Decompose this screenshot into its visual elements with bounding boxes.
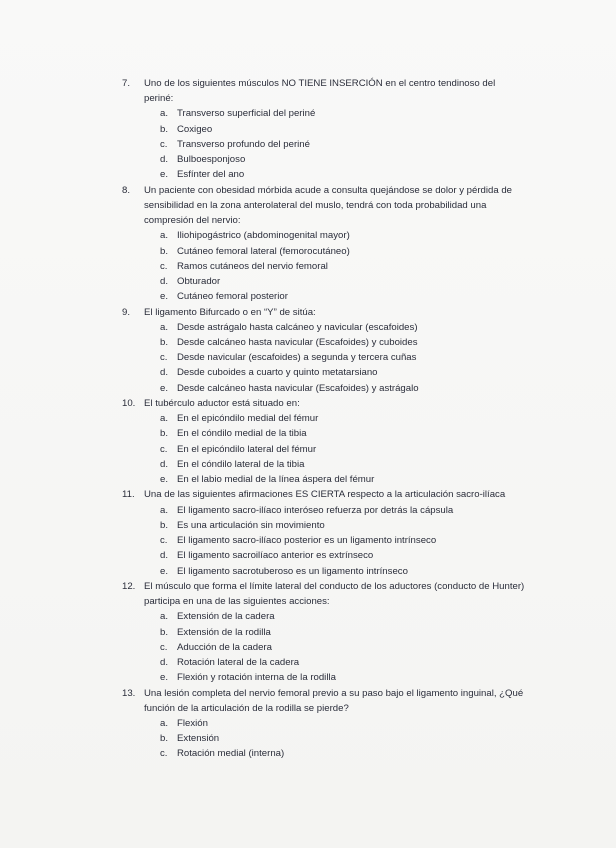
answer-option bbox=[122, 350, 527, 365]
option-letter: c. bbox=[160, 641, 168, 653]
option-text: En el epicóndilo lateral del fémur bbox=[177, 443, 317, 455]
option-letter: b. bbox=[160, 123, 169, 135]
question-number: 9. bbox=[122, 306, 131, 318]
answer-option bbox=[122, 152, 527, 167]
question-number: 11. bbox=[122, 489, 135, 501]
option-letter: c. bbox=[160, 138, 168, 150]
question-item bbox=[122, 686, 527, 762]
option-text: Desde astrágalo hasta calcáneo y navicular (escafoides) bbox=[177, 321, 418, 333]
option-text: El ligamento sacroilíaco anterior es extrínseco bbox=[177, 550, 374, 562]
option-text: En el cóndilo medial de la tibia bbox=[177, 428, 307, 440]
answer-option bbox=[122, 442, 527, 457]
question-text: El músculo que forma el límite lateral del conducto de los aductores (conducto de Hunter) participa en una de las siguientes acciones: bbox=[144, 580, 525, 608]
option-letter: b. bbox=[160, 336, 169, 348]
option-text: Ramos cutáneos del nervio femoral bbox=[177, 260, 328, 272]
answer-option bbox=[122, 655, 527, 670]
option-letter: a. bbox=[160, 611, 169, 623]
question-text: El ligamento Bifurcado o en “Y” de sitúa: bbox=[144, 306, 316, 318]
question-stem bbox=[122, 396, 527, 411]
option-text: Extensión bbox=[177, 733, 220, 745]
question-stem bbox=[122, 686, 527, 716]
answer-option bbox=[122, 228, 527, 243]
question-number: 7. bbox=[122, 78, 131, 89]
option-letter: a. bbox=[160, 321, 169, 333]
option-text: El ligamento sacro-ilíaco posterior es un ligamento intrínseco bbox=[177, 535, 437, 547]
answer-options bbox=[122, 228, 527, 304]
option-text: Rotación lateral de la cadera bbox=[177, 657, 300, 669]
answer-option bbox=[122, 518, 527, 533]
question-text: El tubérculo aductor está situado en: bbox=[144, 397, 300, 409]
answer-option bbox=[122, 289, 527, 304]
exam-question-list bbox=[122, 76, 527, 762]
answer-option bbox=[122, 106, 527, 121]
option-letter: b. bbox=[160, 519, 169, 531]
answer-option bbox=[122, 122, 527, 137]
answer-option bbox=[122, 670, 527, 685]
option-text: Es una articulación sin movimiento bbox=[177, 519, 325, 531]
question-stem bbox=[122, 183, 527, 229]
question-number: 12. bbox=[122, 580, 136, 592]
answer-option bbox=[122, 731, 527, 746]
question-stem bbox=[122, 76, 527, 106]
option-text: Desde calcáneo hasta navicular (Escafoides) y astrágalo bbox=[177, 382, 419, 394]
question-number: 10. bbox=[122, 397, 136, 409]
answer-options bbox=[122, 716, 527, 762]
answer-option bbox=[122, 320, 527, 335]
option-letter: d. bbox=[160, 550, 169, 562]
question-item bbox=[122, 579, 527, 686]
option-text: Obturador bbox=[177, 276, 221, 288]
option-text: Desde cuboides a cuarto y quinto metatarsiano bbox=[177, 367, 378, 379]
option-text: Bulboesponjoso bbox=[177, 154, 246, 166]
option-text: Cutáneo femoral lateral (femorocutáneo) bbox=[177, 245, 350, 257]
option-text: Transverso superficial del periné bbox=[177, 108, 316, 120]
option-letter: b. bbox=[160, 428, 169, 440]
option-letter: b. bbox=[160, 733, 169, 745]
question-stem bbox=[122, 305, 527, 320]
question-stem bbox=[122, 579, 527, 609]
answer-option bbox=[122, 137, 527, 152]
question-text: Una lesión completa del nervio femoral previo a su paso bajo el ligamento inguinal, ¿Qué función de la articulación de la rodilla se pierde? bbox=[144, 687, 524, 714]
answer-option bbox=[122, 503, 527, 518]
option-letter: d. bbox=[160, 276, 169, 288]
option-letter: a. bbox=[160, 504, 169, 516]
option-letter: d. bbox=[160, 154, 169, 166]
answer-option bbox=[122, 564, 527, 579]
option-text: Iliohipogástrico (abdominogenital mayor) bbox=[177, 230, 350, 242]
option-text: En el cóndilo lateral de la tibia bbox=[177, 458, 305, 470]
option-letter: e. bbox=[160, 474, 169, 486]
option-letter: c. bbox=[160, 535, 168, 547]
answer-options bbox=[122, 411, 527, 487]
answer-options bbox=[122, 503, 527, 579]
option-text: Esfínter del ano bbox=[177, 169, 245, 181]
option-letter: c. bbox=[160, 443, 168, 455]
question-item bbox=[122, 396, 527, 487]
option-text: Cutáneo femoral posterior bbox=[177, 291, 288, 303]
option-text: Transverso profundo del periné bbox=[177, 138, 310, 150]
option-letter: b. bbox=[160, 626, 169, 638]
option-letter: a. bbox=[160, 230, 169, 242]
answer-option bbox=[122, 548, 527, 563]
question-item bbox=[122, 487, 527, 578]
option-text: Flexión y rotación interna de la rodilla bbox=[177, 672, 336, 684]
answer-option bbox=[122, 457, 527, 472]
answer-options bbox=[122, 320, 527, 396]
question-text: Un paciente con obesidad mórbida acude a consulta quejándose se dolor y pérdida de sensibilidad en la zona anterolateral del muslo, tendrá con toda probabilidad una compresión del nervio: bbox=[144, 184, 513, 227]
option-letter: c. bbox=[160, 352, 168, 364]
answer-option bbox=[122, 746, 527, 761]
answer-option bbox=[122, 335, 527, 350]
option-letter: e. bbox=[160, 565, 169, 577]
option-text: En el labio medial de la línea áspera del fémur bbox=[177, 474, 375, 486]
question-number: 8. bbox=[122, 184, 131, 196]
option-letter: e. bbox=[160, 291, 169, 303]
question-item bbox=[122, 305, 527, 396]
answer-option bbox=[122, 244, 527, 259]
answer-options bbox=[122, 609, 527, 685]
option-letter: d. bbox=[160, 458, 169, 470]
answer-option bbox=[122, 381, 527, 396]
question-text: Una de las siguientes afirmaciones ES CIERTA respecto a la articulación sacro-ilíaca bbox=[144, 489, 506, 501]
answer-option bbox=[122, 625, 527, 640]
answer-option bbox=[122, 609, 527, 624]
question-text: Uno de los siguientes músculos NO TIENE INSERCIÓN en el centro tendinoso del periné: bbox=[144, 78, 496, 105]
question-item bbox=[122, 76, 527, 183]
answer-option bbox=[122, 411, 527, 426]
option-letter: d. bbox=[160, 367, 169, 379]
option-letter: a. bbox=[160, 413, 169, 425]
option-text: Rotación medial (interna) bbox=[177, 748, 285, 760]
option-letter: e. bbox=[160, 672, 169, 684]
answer-option bbox=[122, 716, 527, 731]
option-letter: c. bbox=[160, 260, 168, 272]
option-text: Flexión bbox=[177, 717, 208, 729]
option-text: Desde calcáneo hasta navicular (Escafoides) y cuboides bbox=[177, 336, 418, 348]
option-text: En el epicóndilo medial del fémur bbox=[177, 413, 319, 425]
answer-option bbox=[122, 274, 527, 289]
answer-option bbox=[122, 426, 527, 441]
option-letter: b. bbox=[160, 245, 169, 257]
question-number: 13. bbox=[122, 687, 136, 699]
option-letter: e. bbox=[160, 382, 169, 394]
option-text: Extensión de la cadera bbox=[177, 611, 275, 623]
option-letter: e. bbox=[160, 169, 169, 181]
answer-option bbox=[122, 640, 527, 655]
option-text: Aducción de la cadera bbox=[177, 641, 272, 653]
answer-option bbox=[122, 472, 527, 487]
question-item bbox=[122, 183, 527, 305]
option-text: Desde navicular (escafoides) a segunda y tercera cuñas bbox=[177, 352, 417, 364]
option-letter: d. bbox=[160, 657, 169, 669]
answer-options bbox=[122, 106, 527, 182]
option-letter: a. bbox=[160, 108, 169, 120]
answer-option bbox=[122, 259, 527, 274]
option-text: El ligamento sacrotuberoso es un ligamento intrínseco bbox=[177, 565, 408, 577]
answer-option bbox=[122, 533, 527, 548]
answer-option bbox=[122, 365, 527, 380]
option-text: Extensión de la rodilla bbox=[177, 626, 271, 638]
option-text: El ligamento sacro-ilíaco interóseo refuerza por detrás la cápsula bbox=[177, 504, 454, 516]
option-letter: c. bbox=[160, 748, 168, 760]
answer-option bbox=[122, 167, 527, 182]
option-letter: a. bbox=[160, 717, 169, 729]
option-text: Coxigeo bbox=[177, 123, 213, 135]
question-stem bbox=[122, 487, 527, 502]
